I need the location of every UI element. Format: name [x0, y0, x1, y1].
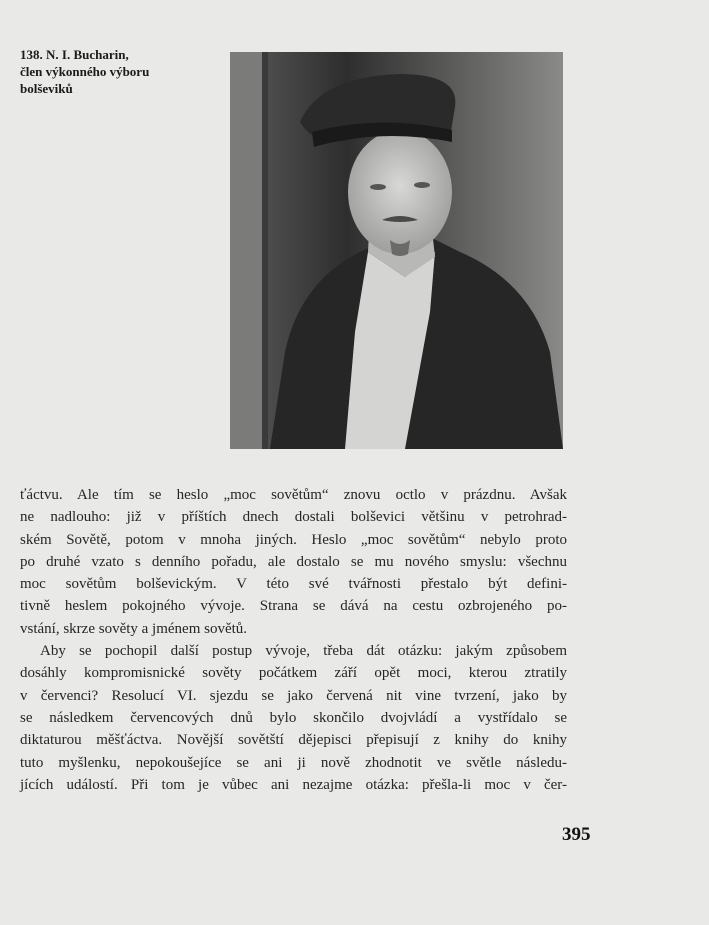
text-line: dosáhly kompromisnické sověty počátkem září opět moci, kterou ztratily [20, 665, 567, 682]
caption-line-1: 138. N. I. Bucharin, [20, 47, 129, 62]
text-line: vstání, skrze sověty a jménem sovětů. [20, 620, 248, 637]
text-line: po druhé vzato s denního pořadu, ale dostalo se mu nového smyslu: všechnu [20, 553, 567, 570]
portrait-photo [230, 52, 563, 449]
text-line: tuto myšlenku, nepokoušejíce se ani ji nově zhodnotit ve světle následu- [20, 754, 567, 771]
text-line: ne nadlouho: již v příštích dnech dostali bolševici většinu v petrohrad- [20, 509, 567, 526]
portrait-image [230, 52, 563, 449]
text-line: jících událostí. Při tom je vůbec ani nezajme otázka: přešla-li moc v čer- [20, 776, 567, 793]
text-line: tivně heslem pokojného vývoje. Strana se dává na cestu ozbrojeného po- [20, 598, 567, 615]
body-text [20, 484, 567, 796]
text-line: Aby se pochopil další postup vývoje, třeba dát otázku: jakým způsobem [40, 643, 567, 660]
text-line: moc sovětům bolševickým. V této své tvářnosti přestalo být defini- [20, 576, 567, 593]
text-line: ťáctvu. Ale tím se heslo „moc sovětům“ znovu octlo v prázdnu. Avšak [20, 487, 567, 503]
caption-line-3: bolševiků [20, 81, 73, 96]
text-line: diktaturou měšťáctva. Novější sovětští dějepisci přepisují z knihy do knihy [20, 732, 567, 749]
text-line: v červenci? Resolucí VI. sjezdu se jako červená nit vine tvrzení, jako by [20, 687, 567, 704]
photo-caption [20, 46, 200, 97]
text-line: se následkem červencových dnů bylo skončilo dvojvládí a vystřídalo se [20, 709, 567, 726]
text-line: ském Sovětě, potom v mnoha jiných. Heslo „moc sovětům“ nebylo proto [20, 531, 567, 548]
page-number: 395 [562, 824, 591, 845]
caption-line-2: člen výkonného výboru [20, 64, 150, 79]
